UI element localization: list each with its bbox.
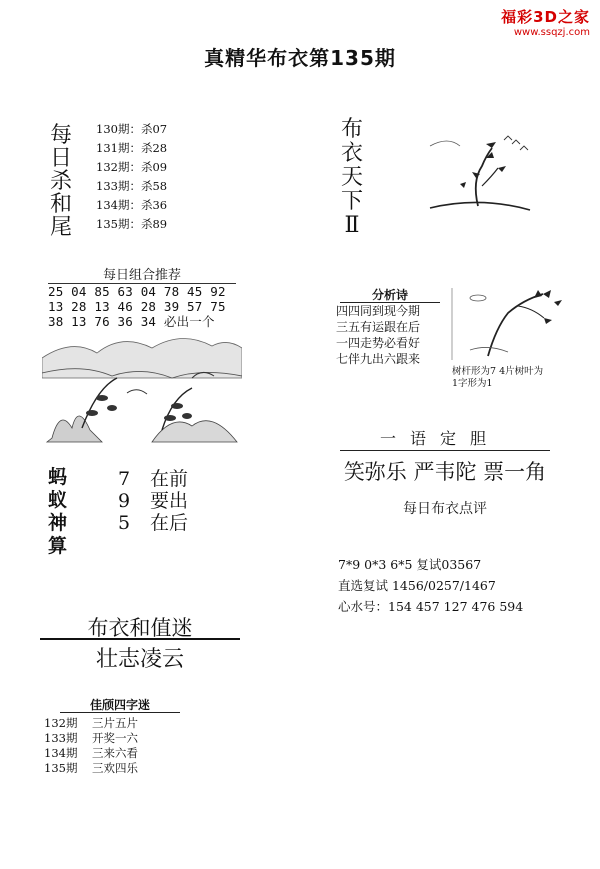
note-line: 树杆形为7 4片树叶为 bbox=[452, 366, 544, 377]
period: 133期 bbox=[44, 731, 78, 745]
riddle-text: 三来六看 bbox=[92, 746, 138, 760]
poem-title: 分析诗 bbox=[371, 288, 408, 302]
review-line: 心水号：154 457 127 476 594 bbox=[338, 599, 524, 614]
branch-sketch bbox=[448, 278, 578, 364]
list-item bbox=[44, 716, 138, 731]
list-item: 130期：杀07 bbox=[96, 122, 168, 136]
heading-char: 尾 bbox=[49, 215, 72, 240]
note-line: 1字形为1 bbox=[452, 378, 493, 389]
buyi-world-heading bbox=[340, 118, 364, 238]
buyi-mystery-answer: 壮志凌云 bbox=[95, 647, 184, 672]
four-char-list bbox=[44, 716, 138, 776]
tree-sketch bbox=[420, 126, 540, 216]
list-item: 132期：杀09 bbox=[96, 160, 168, 174]
heading-char: 和 bbox=[49, 192, 72, 217]
ant-text: 在前 bbox=[150, 468, 189, 490]
riddle-text: 开奖一六 bbox=[92, 731, 138, 745]
heading-char: 布 bbox=[340, 117, 363, 142]
poem-line: 四四同到现今期 bbox=[336, 304, 421, 318]
four-char-title: 佳颀四字迷 bbox=[89, 698, 150, 712]
review-line: 直选复试 1456/0257/1467 bbox=[338, 578, 496, 593]
poem-line: 一四走势必看好 bbox=[336, 336, 421, 350]
list-item: 133期：杀58 bbox=[96, 179, 168, 193]
riddle-text: 三片五片 bbox=[92, 716, 138, 730]
list-item bbox=[118, 512, 188, 534]
combo-line: 25 04 85 63 04 78 45 92 bbox=[48, 284, 226, 299]
heading-char: 日 bbox=[49, 146, 72, 171]
page-title: 真精华布衣第135期 bbox=[204, 46, 396, 70]
heading-char: 每 bbox=[49, 123, 72, 148]
list-item bbox=[118, 490, 188, 512]
brand-url: www.ssqzj.com bbox=[513, 27, 590, 38]
riddle-text: 三欢四乐 bbox=[92, 761, 138, 775]
heading-char: 蚂 bbox=[48, 466, 68, 488]
ant-text: 在后 bbox=[150, 512, 189, 534]
heading-char: 衣 bbox=[340, 141, 363, 166]
brand-name: 福彩3D之家 bbox=[501, 8, 590, 26]
heading-char: 下 bbox=[340, 189, 363, 214]
one-word-title: 一语定胆 bbox=[379, 429, 500, 448]
ant-num: 5 bbox=[118, 512, 131, 534]
divider bbox=[40, 638, 240, 640]
list-item bbox=[44, 731, 138, 746]
landscape-illustration bbox=[42, 318, 242, 443]
divider bbox=[60, 712, 180, 713]
heading-char: 神 bbox=[48, 512, 68, 534]
review-line: 7*9 0*3 6*5 复试03567 bbox=[338, 557, 482, 572]
buyi-mystery-title: 布衣和值迷 bbox=[87, 616, 193, 640]
review-title: 每日布衣点评 bbox=[403, 501, 487, 517]
heading-char: 天 bbox=[340, 165, 363, 190]
one-word-text: 笑弥乐 严韦陀 票一角 bbox=[343, 460, 547, 484]
tail-kill-heading bbox=[48, 124, 74, 239]
list-item bbox=[118, 468, 188, 490]
tail-kill-list bbox=[96, 120, 167, 234]
heading-char: 杀 bbox=[49, 169, 72, 194]
combo-line: 13 28 13 46 28 39 57 75 bbox=[48, 299, 226, 314]
list-item: 135期：杀89 bbox=[96, 217, 168, 231]
period: 134期 bbox=[44, 746, 78, 760]
ant-num: 9 bbox=[118, 490, 131, 512]
period: 132期 bbox=[44, 716, 78, 730]
heading-char: 算 bbox=[48, 535, 68, 557]
heading-char: 蚁 bbox=[48, 489, 68, 511]
period: 135期 bbox=[44, 761, 78, 775]
list-item: 131期：杀28 bbox=[96, 141, 168, 155]
list-item bbox=[44, 761, 138, 776]
review-lines bbox=[338, 554, 523, 617]
poem-note bbox=[452, 366, 592, 390]
combo-line: 38 13 76 36 34 必出一个 bbox=[48, 314, 215, 329]
poem-line: 七伴九出六跟来 bbox=[336, 352, 421, 366]
poem-line: 三五有运跟在后 bbox=[336, 320, 421, 334]
ant-num: 7 bbox=[118, 468, 131, 490]
ant-predictions bbox=[118, 468, 188, 534]
ant-heading bbox=[48, 466, 72, 558]
list-item: 134期：杀36 bbox=[96, 198, 168, 212]
ant-text: 要出 bbox=[150, 490, 189, 512]
site-brand bbox=[501, 6, 590, 38]
heading-char: Ⅱ bbox=[344, 213, 360, 238]
poem-lines bbox=[336, 303, 420, 367]
combo-title: 每日组合推荐 bbox=[102, 268, 181, 283]
divider bbox=[340, 450, 550, 451]
list-item bbox=[44, 746, 138, 761]
